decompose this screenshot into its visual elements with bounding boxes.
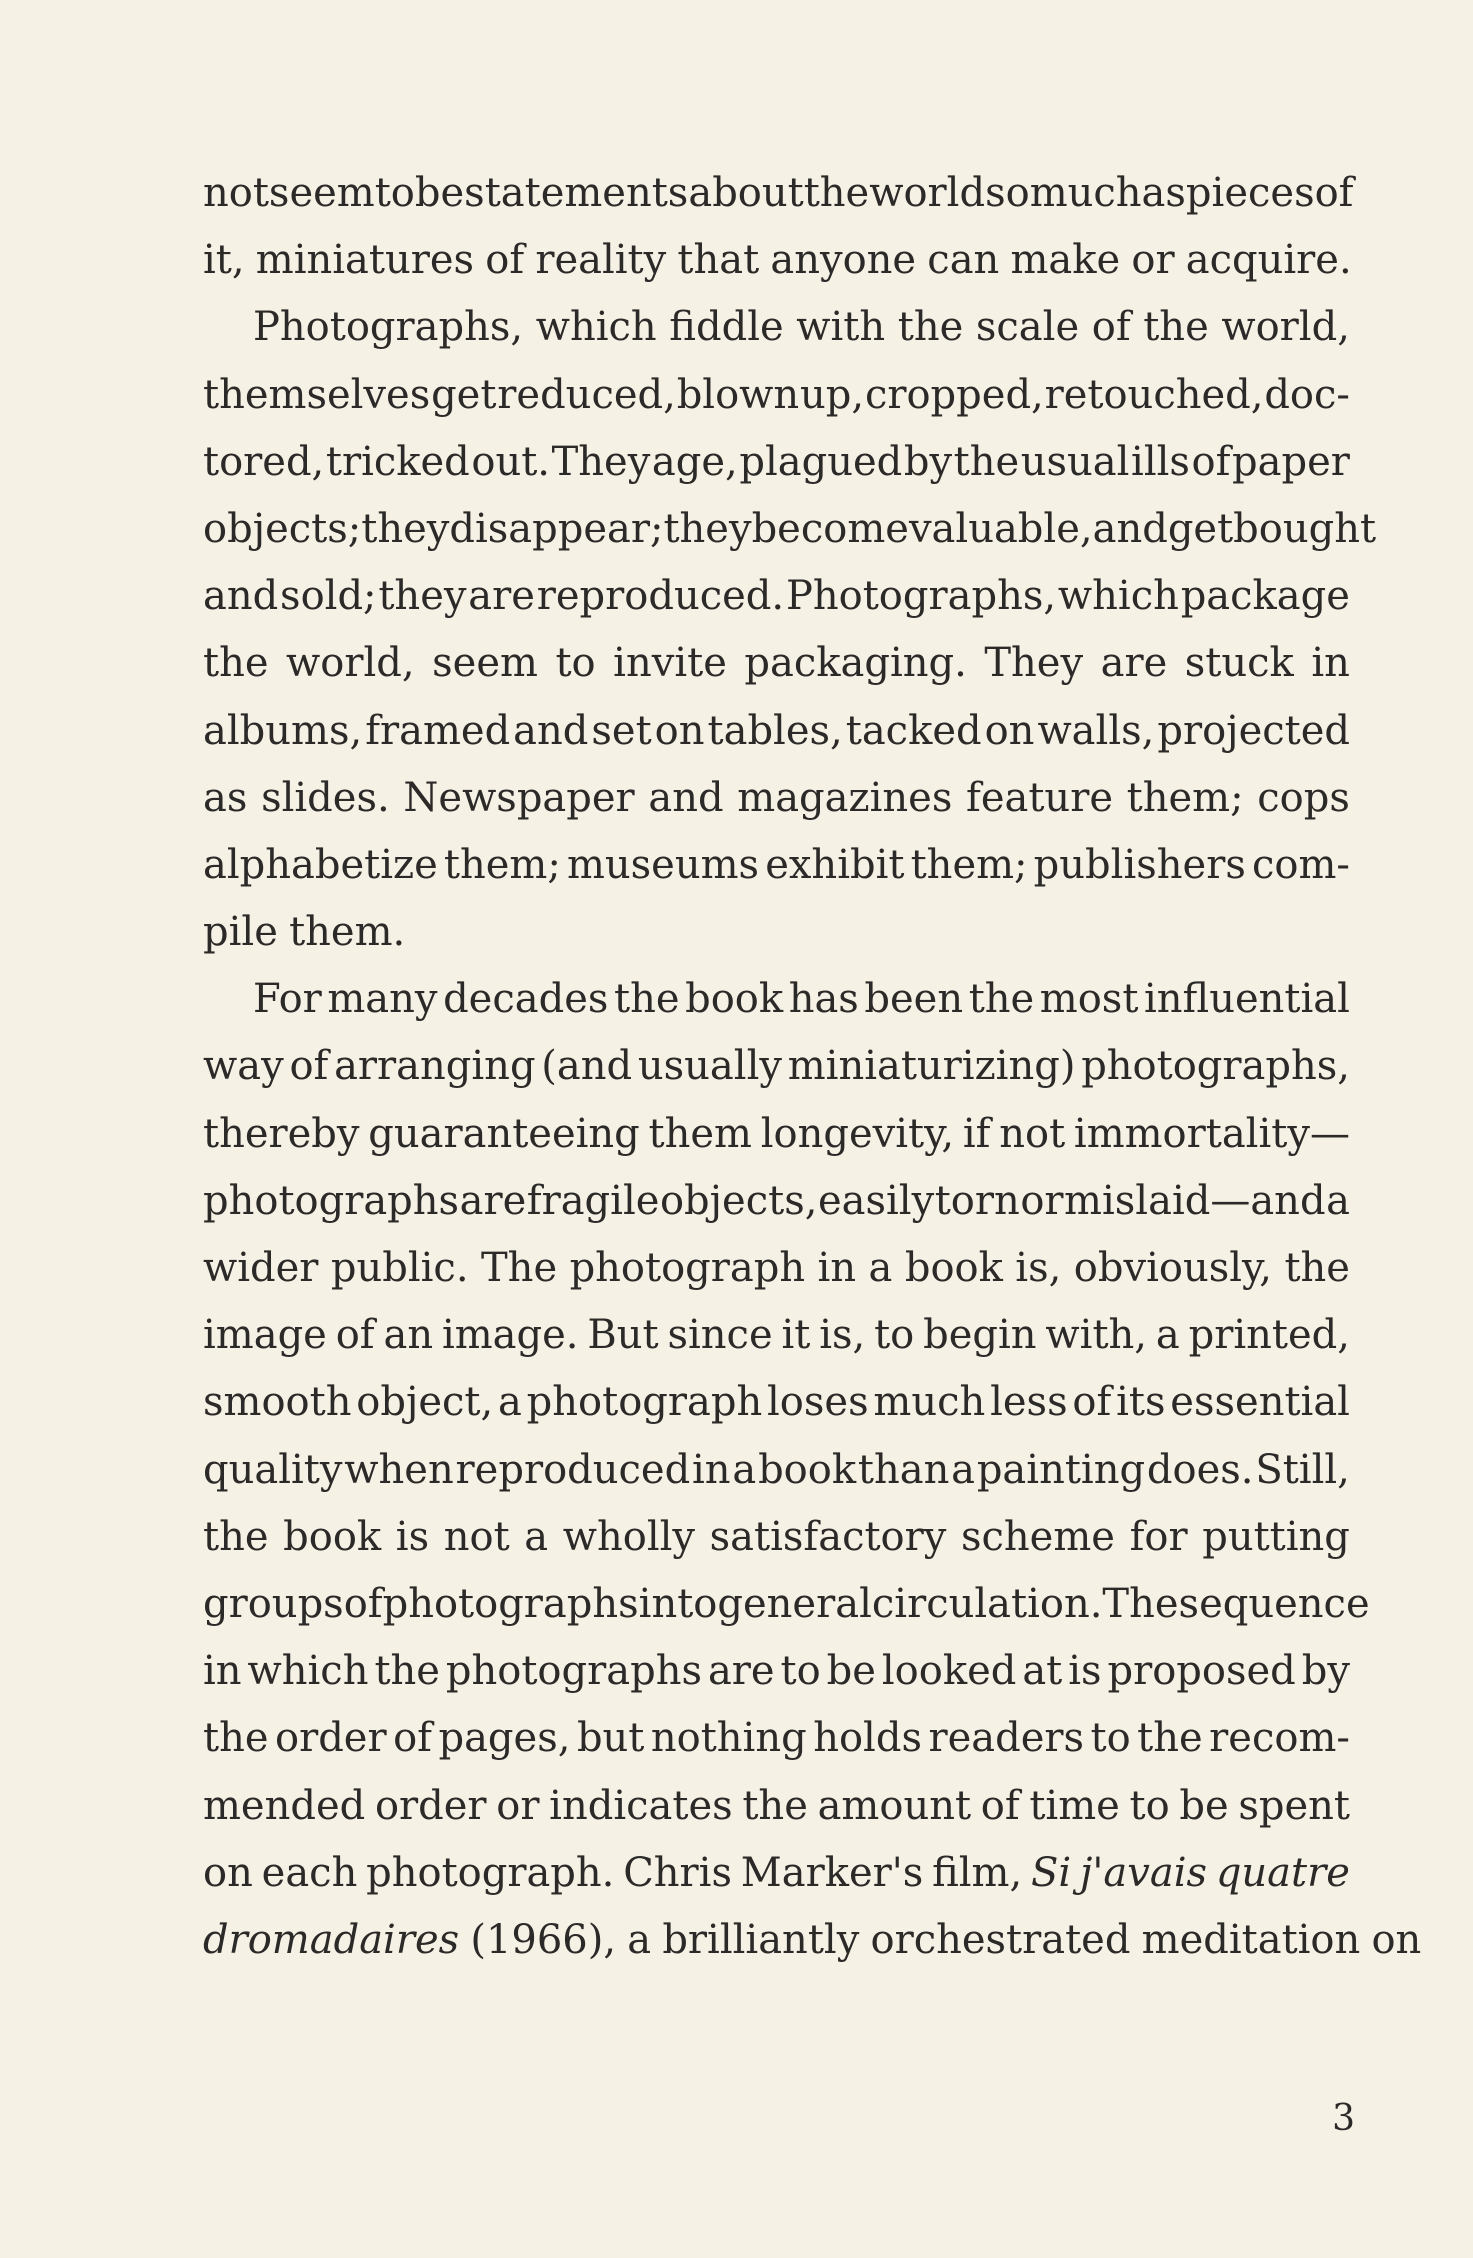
text-line: themselves get reduced, blown up, cropped, retouched, doc- bbox=[203, 371, 1350, 418]
text-line: the order of pages, but nothing holds readers to the recom- bbox=[203, 1715, 1350, 1762]
text-line: alphabetize them; museums exhibit them; publishers com- bbox=[203, 841, 1350, 888]
text-line: For many decades the book has been the most influential bbox=[253, 976, 1350, 1023]
text-line: quality when reproduced in a book than a painting does. Still, bbox=[203, 1446, 1350, 1493]
text-line: wider public. The photograph in a book is, obviously, the bbox=[203, 1245, 1350, 1291]
text-line: and sold; they are reproduced. Photographs, which package bbox=[203, 573, 1350, 620]
text-line: thereby guaranteeing them longevity, if not immortality— bbox=[203, 1110, 1350, 1157]
paragraph bbox=[203, 160, 1354, 294]
text-line: albums, framed and set on tables, tacked on walls, projected bbox=[203, 707, 1350, 754]
text-line: mended order or indicates the amount of time to be spent bbox=[203, 1782, 1350, 1829]
text-line: image of an image. But since it is, to begin with, a printed, bbox=[203, 1312, 1350, 1359]
text-line: Photographs, which fiddle with the scale of the world, bbox=[253, 304, 1350, 351]
text-line: the book is not a wholly satisfactory scheme for putting bbox=[203, 1513, 1350, 1560]
text-line: as slides. Newspaper and magazines feature them; cops bbox=[203, 774, 1350, 821]
text-line: dromadaires (1966), a brilliantly orchestrated meditation on bbox=[203, 1916, 1422, 1963]
text-line: objects; they disappear; they become valuable, and get bought bbox=[203, 505, 1377, 552]
text-line: tored, tricked out. They age, plagued by the usual ills of paper bbox=[203, 438, 1350, 485]
body-text bbox=[203, 160, 1422, 1974]
text-line: photographs are fragile objects, easily torn or mislaid—and a bbox=[203, 1177, 1350, 1224]
text-line: groups of photographs into general circulation. The sequence bbox=[203, 1580, 1370, 1627]
paragraph bbox=[203, 966, 1422, 1974]
text-line: in which the photographs are to be looked at is proposed by bbox=[203, 1648, 1350, 1695]
text-line: the world, seem to invite packaging. They are stuck in bbox=[203, 640, 1350, 687]
text-line: smooth object, a photograph loses much less of its essential bbox=[203, 1379, 1350, 1426]
paragraph bbox=[203, 294, 1377, 966]
text-line: pile them. bbox=[203, 909, 406, 956]
text-line: way of arranging (and usually miniaturizing) photographs, bbox=[203, 1043, 1350, 1090]
text-line: on each photograph. Chris Marker's film, Si j'avais quatre bbox=[203, 1849, 1350, 1896]
page-number: 3 bbox=[1332, 2098, 1355, 2139]
text-line: not seem to be statements about the world so much as pieces of bbox=[203, 170, 1354, 216]
text-line: it, miniatures of reality that anyone can make or acquire. bbox=[203, 237, 1352, 284]
